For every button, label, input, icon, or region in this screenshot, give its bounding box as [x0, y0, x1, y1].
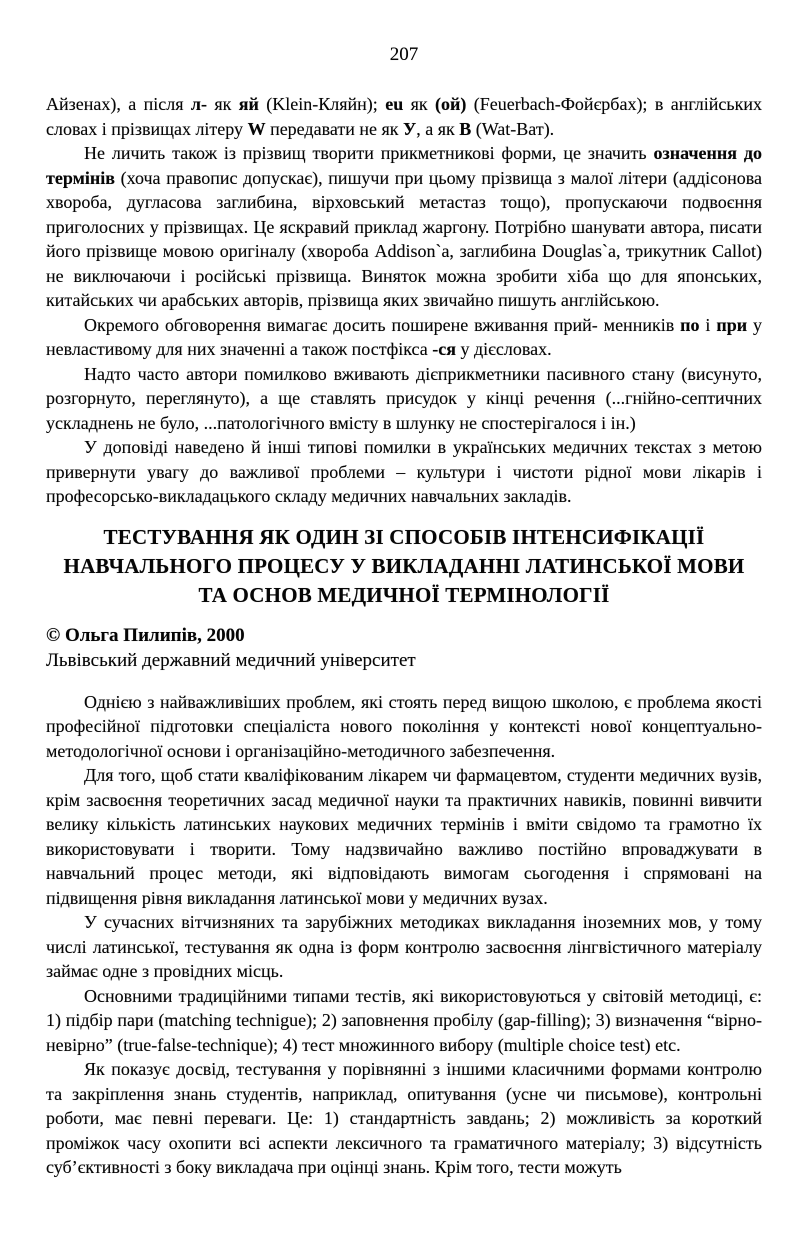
affiliation-line: Львівський державний медичний університет: [46, 649, 416, 671]
paragraph: Окремого обговорення вимагає досить поширене вживання прий- менників по і при у невластивому для них значенні а також постфікса -ся у дієсловах.: [46, 314, 763, 359]
paragraph: У доповіді наведено й інші типові помилки в українських медичних текстах з метою привернути увагу до важливої проблеми – культури і чистоти рідної мови лікарів і професорсько-викладацького складу медичних навчальних закладів.: [46, 437, 762, 506]
paragraph: Надто часто автори помилково вживають дієприкметники пасивного стану (висунуто, розгорнуто, переглянуто), а ще ставлять присудок у кінці речення (...гнійно-септичних ускладнень не було, ...патологічного вмісту в шлунку не спостерігалося і ін.): [46, 363, 762, 433]
article-title: ТЕСТУВАННЯ ЯК ОДИН ЗІ СПОСОБІВ ІНТЕНСИФІКАЦІЇ НАВЧАЛЬНОГО ПРОЦЕСУ У ВИКЛАДАННІ ЛАТИНСЬКОЇ МОВИ ТА ОСНОВ МЕДИЧНОЇ ТЕРМІНОЛОГІЇ: [63, 524, 745, 607]
paragraph: Однією з найважливіших проблем, які стоять перед вищою школою, є проблема якості професійної підготовки спеціаліста нового покоління у контексті нової концептуально-методологічної основи і організаційно-методичного забезпечення.: [46, 691, 762, 761]
paragraph: У сучасних вітчизняних та зарубіжних методиках викладання іноземних мов, у тому числі латинської, тестування як одна із форм контролю засвоєння лінгвістичного матеріалу займає одне з провідних місць.: [46, 912, 762, 981]
paragraph: Не личить також із прізвищ творити прикметникові форми, це значить означення до термінів (хоча правопис допускає), пишучи при цьому прізвища з малої літери (аддісонова хвороба, дугласова заглибина, вірховський метастаз тощо), пропускаючи подвоєння приголосних у прізвищах. Це яскравий приклад жаргону. Потрібно шанувати автора, писати його прізвище мовою оригіналу (хвороба Addison`а, заглибина Douglas`а, трикутник Callot) не виключаючи і російські прізвища. Виняток можна зробити хіба що для японських, китайських чи арабських авторів, прізвища яких звичайно пишуть англійською.: [46, 143, 762, 310]
copyright-line: © Ольга Пилипів, 2000: [46, 624, 245, 646]
page-number: 207: [389, 44, 419, 65]
paragraph: Айзенах), а після л- як яй (Klein-Кляйн); eu як (ой) (Feuerbach-Фойєрбах); в англійських словах і прізвищах літеру W передавати не як У, а як В (Wat-Ват).: [46, 94, 762, 139]
paragraph: Як показує досвід, тестування у порівнянні з іншими класичними формами контролю та закріплення знань студентів, наприклад, опитування (усне чи письмове), контрольні роботи, має певні переваги. Це: 1) стандартність завдань; 2) можливість за короткий проміжок часу охопити всі аспекти лексичного та граматичного матеріалу; 3) відсутність суб’єктивності з боку викладача при оцінці знань. Крім того, тести можуть: [46, 1059, 762, 1177]
page-content: [46, 44, 762, 1180]
paragraph: Для того, щоб стати кваліфікованим лікарем чи фармацевтом, студенти медичних вузів, крім засвоєння теоретичних засад медичної науки та практичних навиків, повинні вивчити велику кількість латинських наукових медичних термінів і вміти свідомо та грамотно їх використовувати і творити. Тому надзвичайно важливо постійно впроваджувати в навчальний процес методи, які відповідають вимогам сьогодення і спрямовані на підвищення рівня викладання латинської мови у медичних вузах.: [46, 765, 762, 908]
paragraph: Основними традиційними типами тестів, які використовуються у світовій методиці, є: 1) підбір пари (matching technigue); 2) заповнення пробілу (gap-filling); 3) визначення “вірно-невірно” (true-false-technique); 4) тест множинного вибору (multiple choice test) etc.: [46, 985, 762, 1055]
